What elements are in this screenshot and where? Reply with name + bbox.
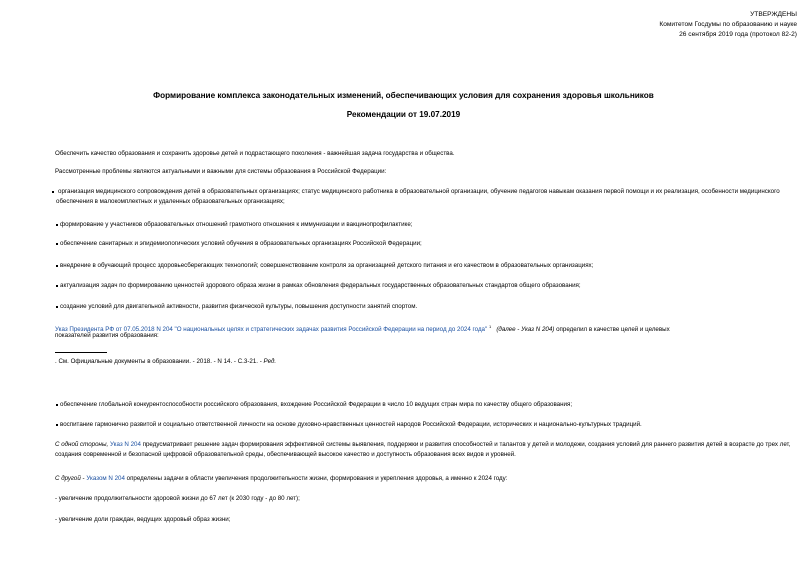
- footnote-text: . См. Официальные документы в образовании. - 2018. - N 14. - С.3-21. -: [55, 358, 262, 365]
- other-side-dash: -: [82, 475, 85, 482]
- other-side-paragraph: [55, 474, 507, 484]
- goal-item: воспитание гармонично развитой и социально ответственной личности на основе духовно-нравственных ценностей народов Российской Федерации, исторических и национально-культурных традиций.: [60, 421, 642, 428]
- approval-line-2: Комитетом Госдумы по образованию и науке: [659, 21, 797, 28]
- bullet-item: обеспечение санитарных и эпидемиологических условий обучения в образовательных организациях Российской Федерации;: [60, 240, 422, 247]
- dash-item: - увеличение продолжительности здоровой жизни до 67 лет (к 2030 году - до 80 лет);: [55, 495, 300, 502]
- goal-item: обеспечение глобальной конкурентоспособности российского образования, вхождение Российской Федерации в число 10 ведущих стран мира по качеству общего образования;: [60, 401, 573, 408]
- other-side-text: определены задачи в области увеличения продолжительности жизни, формирования и укрепления здоровья, а именно к 2024 году:: [126, 475, 508, 482]
- bullet-item: внедрение в обучающий процесс здоровьесберегающих технологий; совершенствование контроля за организацией детского питания и его качеством в образовательных организациях;: [60, 262, 594, 269]
- decree-204-link[interactable]: Указ N 204: [109, 441, 141, 448]
- decree-short-name: (далее - Указ N 204): [496, 326, 555, 334]
- approval-line-1: УТВЕРЖДЕНЫ: [750, 11, 797, 18]
- bullet-item: формирование у участников образовательных отношений грамотного отношения к иммунизации и вакцинопрофилактике;: [60, 221, 413, 228]
- approval-line-3: 26 сентября 2019 года (протокол 82-2): [679, 31, 797, 38]
- one-side-text: предусматривает решение задач формирования эффективной системы выявления, поддержки и развития способностей и талантов у детей и молодежи, создания условий для раннего развития детей в возрасте до трех лет, создания современной и безопасной цифровой образовательной среды, обеспечивающей высокое качество и доступность образования всех видов и уровней.: [55, 441, 791, 458]
- document-subtitle: Рекомендации от 19.07.2019: [346, 110, 461, 119]
- footnote: [55, 357, 276, 367]
- dash-item: - увеличение доли граждан, ведущих здоровый образ жизни;: [55, 516, 231, 523]
- footnote-divider: [55, 352, 107, 353]
- decree-link[interactable]: Указ Президента РФ от 07.05.2018 N 204 "О национальных целях и стратегических задачах развития Российской Федерации на период до 2024 года": [55, 326, 488, 334]
- one-side-lead: С одной стороны,: [55, 441, 109, 448]
- paragraph-intro: Обеспечить качество образования и сохранить здоровье детей и подрастающего поколения - важнейшая задача государства и общества.: [55, 150, 455, 157]
- other-side-lead: С другой: [55, 475, 81, 482]
- decree-204-link-2[interactable]: Указом N 204: [86, 475, 125, 482]
- paragraph-problems: Рассмотренные проблемы являются актуальными и важными для системы образования в Российской Федерации:: [55, 168, 387, 175]
- bullet-item: создание условий для двигательной активности, развития физической культуры, повышения доступности занятий спортом.: [60, 303, 418, 310]
- approval-block: [659, 10, 797, 40]
- one-side-paragraph: [55, 440, 797, 459]
- bullet-item: актуализация задач по формированию ценностей здорового образа жизни в рамках обновления федеральных государственных образовательных стандартов общего образования;: [60, 282, 581, 289]
- footnote-editor: Ред.: [263, 358, 277, 365]
- bullet-item: организация медицинского сопровождения детей в образовательных организациях; статус медицинского работника в образовательной организации, обучение педагогов навыкам оказания первой помощи и их реализация, особенности медицинского обеспечения в малокомплектных и удаленных образовательных организациях;: [56, 187, 792, 206]
- decree-paragraph-line2: показателей развития образования:: [55, 332, 159, 339]
- decree-paragraph: Указ Президента РФ от 07.05.2018 N 204 "О национальных целях и стратегических задачах развития Российской Федерации на период до 2024 года" $^1$ (далее - Указ N 204) определил в качестве целей и целевых: [55, 324, 670, 334]
- decree-text: определил в качестве целей и целевых: [556, 326, 670, 334]
- document-title: Формирование комплекса законодательных изменений, обеспечивающих условия для сохранения здоровья школьников: [153, 91, 654, 100]
